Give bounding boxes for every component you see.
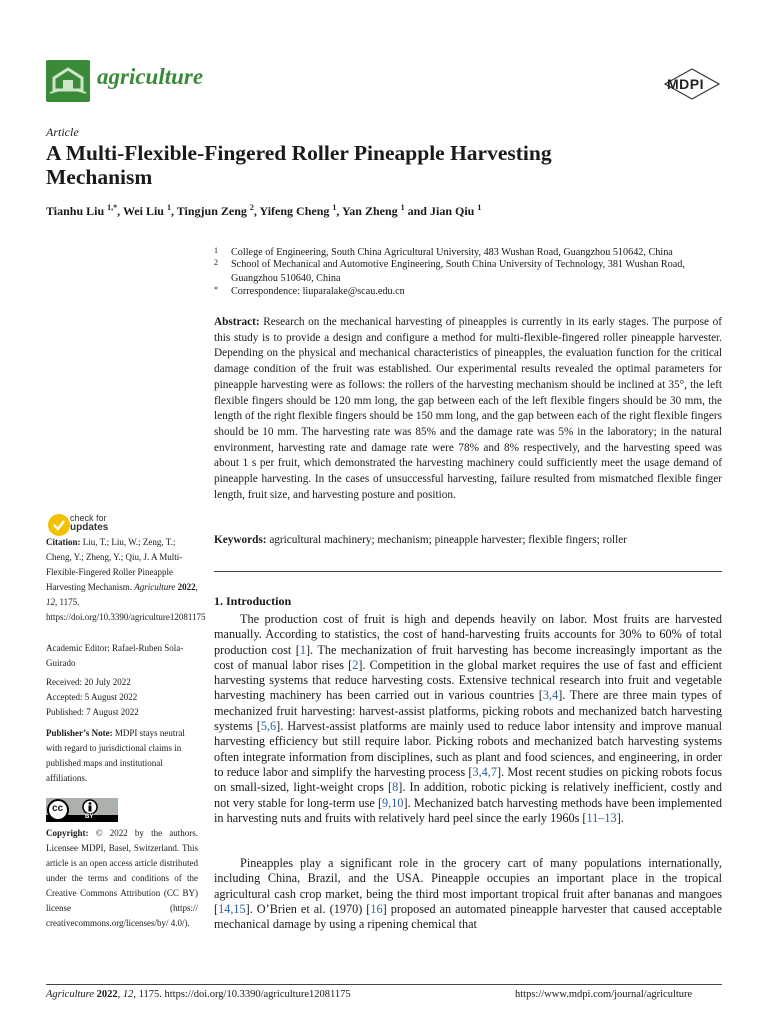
reference-link[interactable]: 11–13: [586, 810, 617, 825]
publisher-note-label: Publisher’s Note:: [46, 728, 113, 738]
intro-paragraph-2: [214, 856, 722, 932]
citation: Citation: Liu, T.; Liu, W.; Zeng, T.; Cheng, Y.; Zheng, Y.; Qiu, J. A Multi-Flexible-Fingered Roller Pineapple Harvesting Mechanism. Agriculture 2022, 12, 1175. https://doi.org/10.3390/agriculture12081175: [46, 537, 206, 622]
reference-link[interactable]: 1: [299, 642, 306, 657]
paragraph-text: ]. Harvest-assist platforms are mainly used to reduce labor intensity and improve manual harvesting efficiency but still require labor. Picking robots and mechanized batch harvesting systems often integrate information from disciplines, such as plant and food sciences, and engineering, in order to reduce labor and simplify the harvesting process [: [214, 719, 723, 779]
keywords: [214, 534, 722, 546]
affiliation-mark: 1: [214, 246, 218, 255]
abstract: [214, 315, 722, 503]
reference-link[interactable]: 14,15: [218, 901, 246, 916]
copyright-text: © 2022 by the authors. Licensee MDPI, Basel, Switzerland. This article is an open access article distributed under the terms and conditions of the Creative Commons Attribution (CC BY) license (https:// creativecommons.org/licenses/by/ 4.0/).: [46, 828, 199, 928]
journal-logo: [46, 60, 90, 102]
journal-name: agriculture: [97, 64, 204, 89]
paragraph-text: ]. Competition in the global market requires the use of fast and efficient harvesting systems that reduce harvesting costs. Extensive technical research into fruit and vegetable harvesting machinery has been carried out in various countries [: [214, 657, 722, 703]
footer-divider: [46, 984, 722, 985]
affiliation-text: School of Mechanical and Automotive Engineering, South China University of Technology, 381 Wushan Road, Guangzhou 510640, China: [231, 259, 685, 284]
article-type: Article: [46, 125, 79, 139]
author-name: Tianhu Liu: [46, 204, 108, 218]
author-name: Yan Zheng: [341, 204, 401, 218]
citation-label: Citation:: [46, 537, 81, 547]
paragraph-text: Pineapples play a significant role in the grocery cart of many populations internationally, including China, Brazil, and the USA. Pineapple occupies an important place in the tropical agricultural cash crop market, being the third most important tropical fruit after bananas and mangoes [: [214, 856, 722, 916]
reference-link[interactable]: 2: [352, 657, 359, 672]
author-affiliation-mark: 1: [166, 203, 171, 212]
affiliation-mark: *: [214, 285, 218, 294]
cc-label: cc: [52, 803, 64, 814]
paragraph-text: ]. There are three main types of mechanized fruit harvesting: harvest-assist platforms, picking robots and mechanized batch harvesting systems [: [214, 688, 722, 734]
published-date: Published: 7 August 2022: [46, 707, 139, 717]
check-updates-line1: check for: [70, 513, 107, 523]
paragraph-text: ]. Mechanized batch harvesting methods have been implemented in harvesting nuts and fruits with relatively hard peel since the early 1960s [: [214, 795, 722, 825]
paragraph-text: ] proposed an automated pineapple harvester that caused acceptable mechanical damage by using a ripening chemical that: [214, 901, 722, 932]
author-name: Tingjun Zeng: [176, 204, 250, 218]
divider: [214, 571, 722, 572]
citation-year: 2022: [177, 582, 196, 592]
abstract-text: Research on the mechanical harvesting of pineapples is currently in its early stages. The purpose of this study is to provide a design and configure a method for multi-flexible-fingered roller pineapple harvester. Depending on the physical and mechanical characteristics of pineapples, the evaluation function for the critical damage condition of the fruit was established. Our experimental results revealed the optimal parameters for pineapple harvesting were as follows: the rollers of the harvesting mechanism should be inclined at 35°, the left flexible fingers should be 120 mm long, the gap between each of the left flexible fingers should be 30 mm, the length of the right flexible fingers should be 150 mm long, and the gap between each of the right flexible fingers should be 10 mm. The harvesting rate was 85% and the damage rate was 5% in the laboratory; in the natural environment, harvesting rate and damage rate were 78% and 8% respectively, and the harvesting speed was about 1 s per fruit, which demonstrated the harvesting machinery could sufficiently meet the usage demand of pineapple harvesting. In the cases of unsuccessful harvesting, failure resulted from mismatched flexible finger length, fruit size, and harvesting posture and position.: [214, 316, 723, 501]
reference-link[interactable]: 9,10: [382, 795, 404, 810]
author-affiliation-mark: 1,*: [107, 203, 118, 212]
publisher-note-text: MDPI stays neutral with regard to jurisdictional claims in published maps and institutional affiliations.: [46, 728, 185, 783]
keywords-label: Keywords:: [214, 534, 267, 546]
citation-text: Liu, T.; Liu, W.; Zeng, T.; Cheng, Y.; Zheng, Y.; Qiu, J. A Multi-Flexible-Fingered Roller Pineapple Harvesting Mechanism.: [46, 537, 183, 592]
footer-journal-url[interactable]: https://www.mdpi.com/journal/agriculture: [515, 989, 693, 1000]
footer-doi[interactable]: , 1175. https://doi.org/10.3390/agriculture12081175: [133, 989, 351, 1000]
article-title: A Multi-Flexible-Fingered Roller Pineapple Harvesting Mechanism: [46, 141, 552, 189]
author-list: Tianhu Liu $^{1,*}$, Wei Liu $^1$, Tingjun Zeng $^2$, Yifeng Cheng $^1$, Yan Zheng $^1$ and Jian Qiu $^1$: [46, 203, 482, 218]
reference-link[interactable]: 8: [392, 780, 399, 795]
paragraph-text: ].: [616, 810, 624, 825]
check-updates-line2: updates: [70, 522, 109, 533]
affiliation-text: College of Engineering, South China Agricultural University, 483 Wushan Road, Guangzhou 510642, China: [231, 247, 673, 258]
citation-doi[interactable]: , 1175. https://doi.org/10.3390/agriculture12081175: [46, 597, 206, 622]
reference-link[interactable]: 5,6: [260, 719, 277, 734]
cc-by-license-badge[interactable]: [46, 798, 118, 822]
paragraph-text: ]. The mechanization of fruit harvesting has become increasingly important as the cost of manual labor rises [: [214, 642, 722, 672]
reference-link[interactable]: 16: [370, 901, 383, 916]
intro-paragraph-1: [214, 612, 722, 826]
barn-icon: [46, 60, 90, 102]
mdpi-logo-text: MDPI: [667, 76, 704, 92]
cc-by-label: BY: [85, 814, 94, 820]
citation-journal: Agriculture: [134, 582, 176, 592]
reference-link[interactable]: 3,4,7: [472, 764, 497, 779]
copyright-label: Copyright:: [46, 828, 89, 838]
publisher-note: [46, 726, 198, 786]
footer-volume: 12: [122, 989, 134, 1000]
author-affiliation-mark: 1: [477, 203, 482, 212]
author-affiliation-mark: 1: [332, 203, 337, 212]
paragraph-text: ]. In addition, robotic picking is relatively inefficient, costly and not very stable for long-term use [: [214, 780, 722, 810]
abstract-label: Abstract:: [214, 316, 260, 328]
paragraph-text: The production cost of fruit is high and depends heavily on labor. Most fruits are harvested manually. According to statistics, the cost of hand-harvesting fruits accounts for 30% to 60% of total production cost [: [214, 612, 722, 657]
citation-volume: 12: [46, 597, 55, 607]
footer-year: 2022: [96, 989, 118, 1000]
dates: [46, 675, 198, 720]
author-name: Jian Qiu: [429, 204, 478, 218]
author-affiliation-mark: 2: [249, 203, 254, 212]
affiliation-text: Correspondence: liuparalake@scau.edu.cn: [231, 286, 405, 297]
author-name: Wei Liu: [122, 204, 167, 218]
author-name: Yifeng Cheng: [259, 204, 333, 218]
paragraph-text: ]. Most recent studies on picking robots focus on small-sized, light-weight crops [: [214, 764, 722, 795]
accepted-date: Accepted: 5 August 2022: [46, 692, 138, 702]
author-affiliation-mark: 1: [400, 203, 405, 212]
copyright: [46, 826, 198, 931]
keywords-text: agricultural machinery; mechanism; pineapple harvester; flexible fingers; roller: [269, 534, 627, 546]
affiliation-mark: 2: [214, 258, 218, 267]
reference-link[interactable]: 3,4: [542, 688, 559, 703]
academic-editor: Academic Editor: Rafael-Ruben Sola-Guirado: [46, 643, 184, 668]
received-date: Received: 20 July 2022: [46, 677, 131, 687]
footer-citation: Agriculture 2022, 12, 1175. https://doi.org/10.3390/agriculture12081175: [46, 989, 351, 1000]
paragraph-text: ]. O’Brien et al. (1970) [: [245, 901, 371, 916]
footer-journal: Agriculture: [46, 989, 95, 1000]
section-heading: 1. Introduction: [214, 594, 292, 608]
